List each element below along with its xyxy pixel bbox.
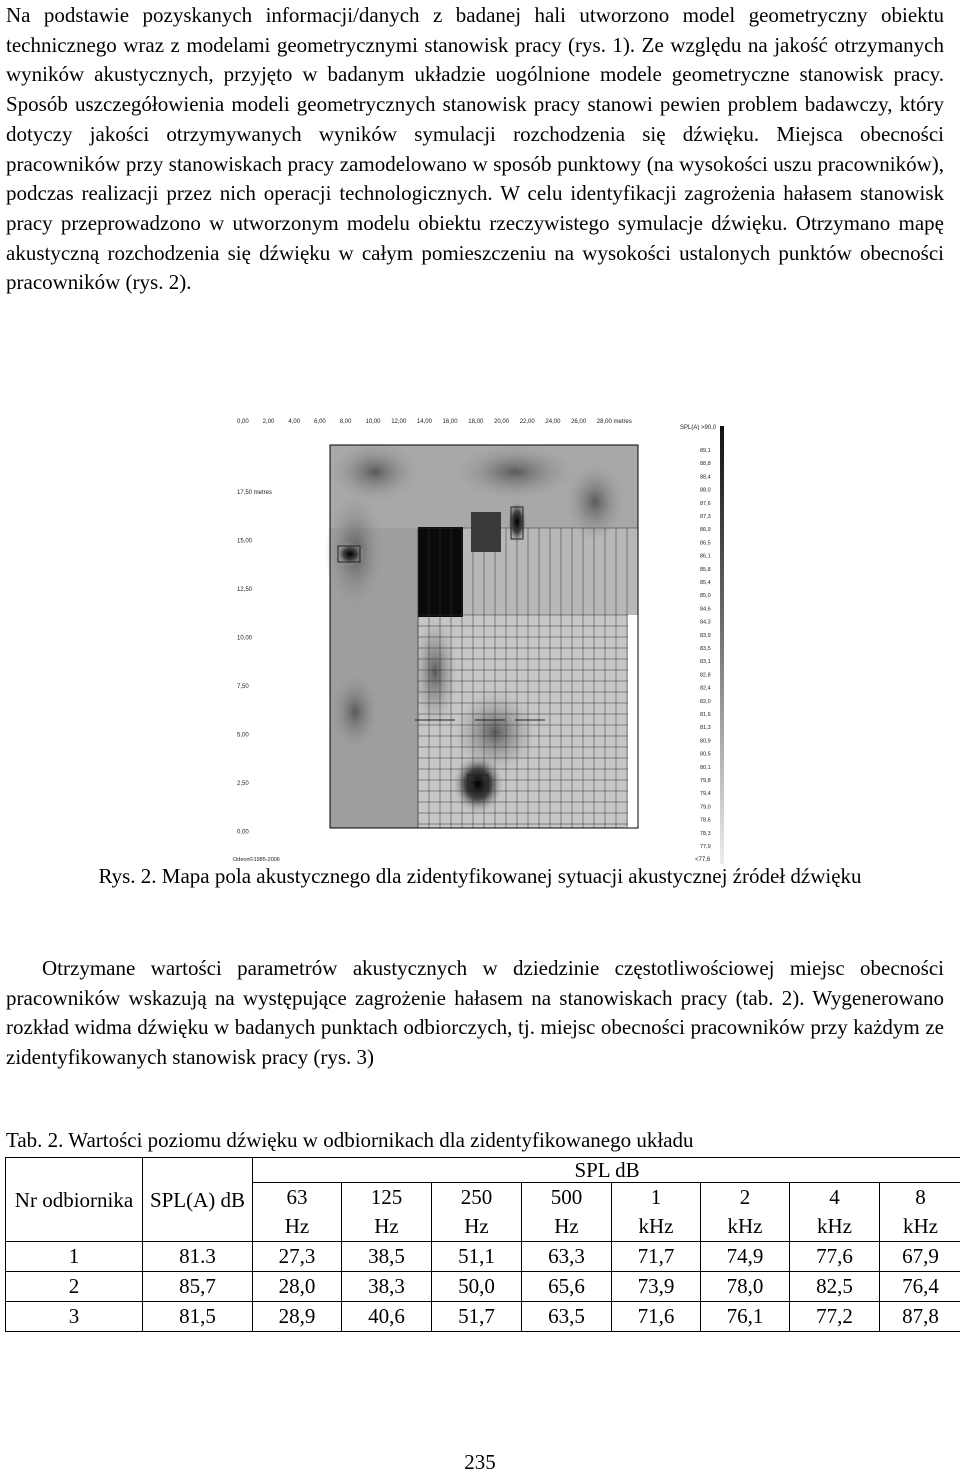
band-header [880, 1183, 960, 1242]
y-axis-ticks [237, 490, 272, 836]
acoustic-map-figure [225, 412, 725, 864]
legend-value: 82,0 [700, 698, 711, 705]
band-header [342, 1183, 432, 1242]
table-cell: 27,3 [253, 1242, 342, 1272]
legend-value: 81,6 [700, 712, 711, 718]
legend-value: 79,8 [700, 778, 711, 784]
legend-value: 88,4 [700, 474, 711, 481]
legend-value: 81,3 [700, 725, 711, 732]
y-tick-label: 15,00 [237, 538, 253, 545]
legend-value: 78,6 [700, 817, 711, 824]
x-tick-label: 22,00 [519, 419, 535, 425]
table-cell: 81,5 [143, 1302, 253, 1332]
legend-value: 83,9 [700, 632, 711, 639]
table-cell: 77,2 [790, 1302, 880, 1332]
legend-value: 86,5 [700, 540, 711, 547]
legend-value: 86,1 [700, 553, 711, 560]
y-tick-label: 0,00 [237, 829, 249, 836]
legend-colorbar [720, 426, 724, 864]
y-tick-label: 10,00 [237, 635, 253, 642]
x-tick-label: 26,00 [571, 419, 587, 425]
table-cell: 40,6 [342, 1302, 432, 1332]
band-frequency: 250 [460, 1185, 493, 1209]
band-header [701, 1183, 790, 1242]
legend-value: 85,8 [700, 566, 711, 573]
body-paragraph: Na podstawie pozyskanych informacji/danych z badanej hali utworzono model geometryczny obiektu technicznego wraz z modelami geometrycznymi stanowisk pracy (rys. 1). Ze względu na jakość otrzymanych wyników akustycznych, przyjęto w badanym układzie uogólnione modele geometryczne stanowisk pracy. Sposób uszczegółowienia modeli geometrycznych stanowisk pracy stanowi pewien problem badawczy, który dotyczy jakości otrzymywanych wyników symulacji rozchodzenia się dźwięku. Miejsca obecności pracowników przy stanowiskach pracy zamodelowano w sposób punktowy (na wysokości uszu pracowników), podczas realizacji przez nich operacji technologicznych. W celu identyfikacji zagrożenia hałasem stanowisk pracy przeprowadzono w utworzonym modelu obiektu rzeczywistego symulacje dźwięku. Otrzymano mapę akustyczną rozchodzenia się dźwięku w całym pomieszczeniu na wysokości ustalonych punktów obecności pracowników (rys. 2). [6, 3, 944, 295]
header-spla: SPL(A) dB [143, 1158, 253, 1242]
table-cell: 73,9 [612, 1272, 701, 1302]
x-tick-label: 8,00 [339, 419, 352, 425]
x-axis-ticks [237, 419, 632, 425]
legend-value: 87,3 [700, 514, 711, 520]
band-unit: kHz [817, 1214, 852, 1238]
legend-title: SPL(A) >90,0 [680, 425, 717, 431]
band-unit: Hz [464, 1214, 489, 1238]
table-cell: 63,5 [522, 1302, 612, 1332]
figure-caption: Rys. 2. Mapa pola akustycznego dla zidentyfikowanej sytuacji akustycznej źródeł dźwięku [98, 864, 862, 888]
legend-value: 87,6 [700, 500, 711, 507]
y-tick-label: 12,50 [237, 587, 253, 593]
band-unit: kHz [727, 1214, 763, 1238]
table-cell: 85,7 [143, 1272, 253, 1302]
table-cell: 78,0 [701, 1272, 790, 1302]
band-unit: Hz [374, 1214, 399, 1238]
odeon-watermark: Odeon©1985-2006 [233, 857, 280, 863]
table-cell: 50,0 [432, 1272, 522, 1302]
legend-value: 85,0 [700, 593, 711, 600]
body-paragraph-2: Otrzymane wartości parametrów akustycznych w dziedzinie częstotliwościowej miejsc obecności pracowników wskazują na występujące zagrożenie hałasem na stanowiskach pracy (tab. 2). Wygenerowano rozkład widma dźwięku w badanych punktach odbiorczych, tj. miejsc obecności pracowników przy każdym ze zidentyfikowanych stanowisk pracy (rys. 3) [6, 956, 944, 1070]
band-header [790, 1183, 880, 1242]
table-cell: 67,9 [880, 1242, 960, 1272]
band-frequency: 1 [650, 1185, 662, 1209]
header-nr: Nr odbiornika [6, 1158, 143, 1242]
legend-value: 84,6 [700, 606, 711, 613]
y-tick-label: 2,50 [237, 781, 249, 787]
legend-value: 80,1 [700, 764, 711, 771]
legend-value: 82,4 [700, 685, 711, 692]
table-cell: 38,5 [342, 1242, 432, 1272]
page-number: 235 [464, 1450, 496, 1474]
band-header [432, 1183, 522, 1242]
table-row [6, 1302, 960, 1332]
x-tick-label: 20,00 [494, 419, 510, 425]
band-unit: kHz [903, 1214, 939, 1238]
band-frequency: 2 [739, 1185, 751, 1209]
y-tick-label: 17,50 metres [237, 490, 273, 496]
legend-value: 85,4 [700, 580, 711, 586]
x-tick-label: 16,00 [442, 419, 458, 425]
y-tick-label: 7,50 [237, 684, 249, 690]
table-cell: 76,4 [880, 1272, 960, 1302]
legend-value: 83,1 [700, 659, 711, 666]
table-title: Tab. 2. Wartości poziomu dźwięku w odbiornikach dla zidentyfikowanego układu [6, 1128, 694, 1152]
x-tick-label: 0,00 [237, 419, 249, 425]
legend-min: <77,6 [695, 857, 711, 863]
x-tick-label: 24,00 [545, 419, 561, 425]
legend-value: 78,3 [700, 830, 711, 837]
band-frequency: 500 [550, 1185, 583, 1209]
band-frequency: 8 [915, 1185, 926, 1209]
table-cell: 71,6 [612, 1302, 701, 1332]
legend-value: 79,4 [700, 791, 711, 798]
band-unit: Hz [284, 1214, 310, 1238]
table-cell: 28,0 [253, 1272, 342, 1302]
x-tick-label: 2,00 [262, 419, 275, 425]
legend-value: 82,8 [700, 672, 711, 679]
header-spl: SPL dB [253, 1158, 960, 1183]
room-grid-lines [418, 528, 638, 828]
band-unit: Hz [554, 1214, 579, 1238]
table-cell: 65,6 [522, 1272, 612, 1302]
table-cell: 76,1 [701, 1302, 790, 1332]
band-frequency: 4 [829, 1185, 840, 1209]
band-unit: kHz [638, 1214, 674, 1238]
band-frequency: 63 [286, 1185, 308, 1209]
table-cell: 74,9 [701, 1242, 790, 1272]
table-cell: 3 [6, 1302, 143, 1332]
legend-value: 89,1 [700, 448, 711, 454]
legend-labels [700, 448, 711, 850]
table-cell: 77,6 [790, 1242, 880, 1272]
x-tick-label: 14,00 [416, 419, 432, 425]
table-cell: 51,7 [432, 1302, 522, 1332]
table-cell: 71,7 [612, 1242, 701, 1272]
table-cell: 82,5 [790, 1272, 880, 1302]
band-frequency: 125 [370, 1185, 403, 1209]
legend-value: 80,5 [700, 751, 711, 758]
x-tick-label: 4,00 [288, 419, 301, 425]
table-cell: 81.3 [143, 1242, 253, 1272]
legend-value: 79,0 [700, 804, 711, 811]
legend-value: 88,0 [700, 487, 711, 494]
x-tick-label: 10,00 [365, 419, 381, 425]
legend-value: 84,3 [700, 619, 711, 626]
x-tick-label: 18,00 [468, 419, 484, 425]
legend-value: 80,9 [700, 738, 711, 745]
table-row [6, 1242, 960, 1272]
table-cell: 51,1 [432, 1242, 522, 1272]
table-cell: 38,3 [342, 1272, 432, 1302]
table-cell: 1 [6, 1242, 143, 1272]
table-cell: 63,3 [522, 1242, 612, 1272]
legend-value: 86,9 [700, 527, 711, 534]
x-tick-label: 6,00 [314, 419, 326, 425]
table-row [6, 1272, 960, 1302]
table-cell: 87,8 [880, 1302, 960, 1332]
y-tick-label: 5,00 [237, 732, 249, 739]
room-map [325, 442, 638, 829]
sound-level-table [5, 1157, 960, 1332]
x-tick-label: 28,00 metres [596, 419, 632, 425]
legend-value: 77,9 [700, 844, 711, 850]
table-cell: 2 [6, 1272, 143, 1302]
legend-value: 88,8 [700, 461, 711, 468]
band-header [522, 1183, 612, 1242]
x-tick-label: 12,00 [391, 419, 407, 425]
legend-value: 83,5 [700, 646, 711, 652]
band-header [612, 1183, 701, 1242]
band-header [253, 1183, 342, 1242]
table-cell: 28,9 [253, 1302, 342, 1332]
